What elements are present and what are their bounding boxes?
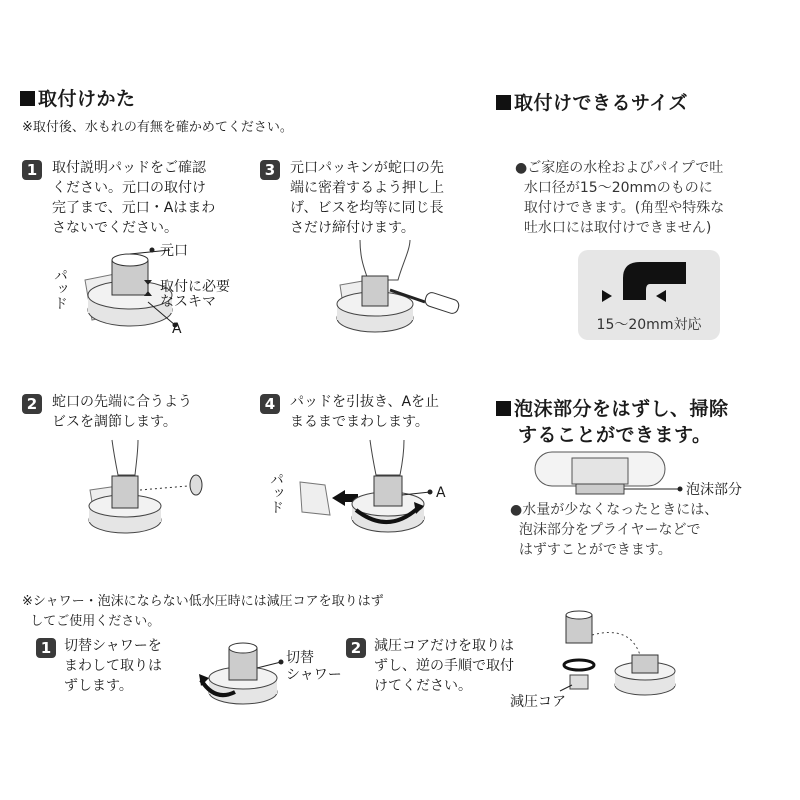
label-reduction-core: 減圧コア <box>510 694 566 710</box>
label-switch-shower: 切替 シャワー <box>286 650 342 683</box>
step-3-illustration <box>330 240 480 350</box>
step-3-number: 3 <box>260 160 280 180</box>
shower-step-1-text: 切替シャワーを まわして取りは ずします。 <box>64 638 162 694</box>
step-4-text: パッドを引抜き、Aを止 まるまでまわします。 <box>290 394 440 430</box>
step-3-text: 元口パッキンが蛇口の先 端に密着するよう押し上 げ、ビスを均等に同じ長 さだけ締付けます。 <box>290 160 444 236</box>
step-1-text: 取付説明パッドをご確認 ください。元口の取付け 完了まで、元口・Aはまわ さないでください。 <box>52 160 216 236</box>
shower-step-1-illustration <box>195 640 285 710</box>
label-foam-part: 泡沫部分 <box>686 482 742 498</box>
label-gap: 取付に必要 なスキマ <box>160 279 230 310</box>
shower-step-2-illustration <box>550 605 680 715</box>
step-2-text: 蛇口の先端に合うよう ビスを調節します。 <box>52 394 192 430</box>
square-bullet-icon <box>496 95 511 110</box>
shower-step-2-number: 2 <box>346 638 366 658</box>
step-2-number: 2 <box>22 394 42 414</box>
step-4-illustration <box>290 440 460 550</box>
foam-title-2: することができます。 <box>518 424 712 446</box>
step-1-number: 1 <box>22 160 42 180</box>
size-badge-label: 15～20mm対応 <box>596 317 702 333</box>
step-4-number: 4 <box>260 394 280 414</box>
label-a: A <box>172 321 182 337</box>
size-title: 取付けできるサイズ <box>514 92 688 114</box>
size-badge <box>578 250 720 340</box>
shower-note-line2: してご使用ください。 <box>22 614 161 629</box>
install-note: ※取付後、水もれの有無を確かめてください。 <box>22 120 293 135</box>
foam-heading <box>496 396 729 448</box>
foam-text: ●水量が少なくなったときには、 泡沫部分をプライヤーなどで はずすことができます。 <box>510 502 719 558</box>
foam-title-1: 泡沫部分をはずし、掃除 <box>514 398 729 420</box>
label-a-step4: A <box>436 485 446 501</box>
shower-step-2-text: 減圧コアだけを取りは ずし、逆の手順で取付 けてください。 <box>374 638 514 694</box>
label-pad: パッド <box>52 268 68 310</box>
step-2-illustration <box>80 440 220 545</box>
size-heading <box>496 88 688 115</box>
foam-illustration <box>530 450 670 500</box>
label-pad-step4: パッド <box>268 472 284 514</box>
shower-note-line1: ※シャワー・泡沫にならない低水圧時には減圧コアを取りはず <box>22 594 384 609</box>
install-title: 取付けかた <box>38 88 136 110</box>
square-bullet-icon <box>496 401 511 416</box>
install-heading <box>20 84 136 111</box>
label-motoguchi: 元口 <box>160 243 188 259</box>
square-bullet-icon <box>20 91 35 106</box>
shower-note <box>22 592 384 632</box>
shower-step-1-number: 1 <box>36 638 56 658</box>
size-text: ●ご家庭の水栓およびパイプで吐 水口径が15～20mmのものに 取付けできます。(角型や特殊な 吐水口には取付けできません) <box>515 160 725 236</box>
